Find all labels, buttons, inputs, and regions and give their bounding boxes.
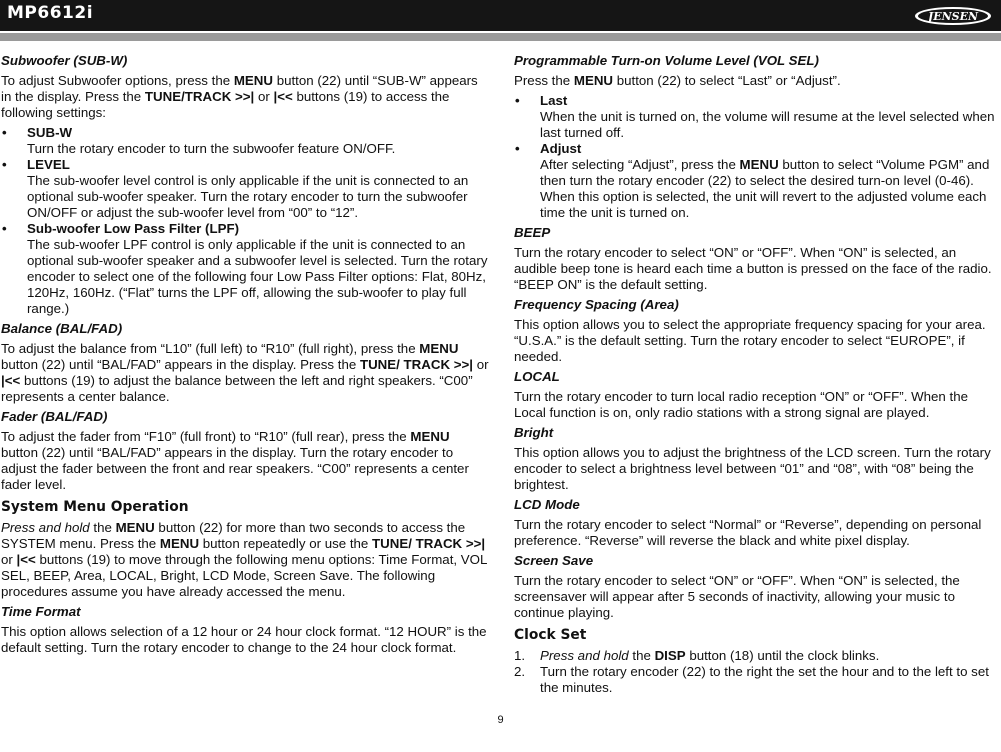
list-item: • Last When the unit is turned on, the volume will resume at the level selected when last turned off.: [515, 93, 995, 140]
area-heading: Frequency Spacing (Area): [514, 297, 679, 312]
list-item: 2. Turn the rotary encoder (22) to the right the set the hour and to the left to set the minutes.: [514, 664, 989, 695]
header-rule: [0, 33, 1001, 41]
fader-text: To adjust the fader from “F10” (full front) to “R10” (full rear), press the MENU button (22) until “BAL/FAD” appears in the display. Turn the rotary encoder to adjust the fader between the front and rear speakers. “C00” represents a center fader level.: [1, 429, 469, 492]
lcd-mode-text: Turn the rotary encoder to select “Normal” or “Reverse”, depending on personal preference. “Reverse” will reverse the black and white pixel display.: [514, 517, 982, 548]
local-heading: LOCAL: [514, 369, 560, 384]
model-name: MP6612i: [7, 3, 94, 23]
screen-save-text: Turn the rotary encoder to select “ON” or “OFF”. When “ON” is selected, the screensaver will appear after 5 seconds of inactivity, allowing your music to continue playing.: [514, 573, 960, 620]
time-format-text: This option allows selection of a 12 hour or 24 hour clock format. “12 HOUR” is the default setting. Turn the rotary encoder to change to the 24 hour clock format.: [1, 624, 487, 655]
list-item: • SUB-W Turn the rotary encoder to turn the subwoofer feature ON/OFF.: [2, 125, 396, 156]
list-item: • Adjust After selecting “Adjust”, press the MENU button to select “Volume PGM” and then turn the rotary encoder (22) to select the desired turn-on level (0-46). When this option is selected, the unit will revert to the adjusted volume each time the unit is turned on.: [515, 141, 990, 220]
bright-heading: Bright: [514, 425, 554, 440]
header-bar: [0, 0, 1001, 31]
right-column: [514, 53, 998, 696]
fader-heading: Fader (BAL/FAD): [1, 409, 108, 424]
list-item: 1. Press and hold the DISP button (18) until the clock blinks.: [514, 648, 880, 663]
brand-text: JENSEN: [927, 10, 979, 23]
list-item: • LEVEL The sub-woofer level control is only applicable if the unit is connected to an optional sub-woofer speaker. Turn the rotary encoder to turn the subwoofer ON/OFF or adjust the sub-woofer level from “00” to “12”.: [2, 157, 469, 220]
lcd-mode-heading: LCD Mode: [514, 497, 580, 512]
subwoofer-heading: Subwoofer (SUB-W): [1, 53, 128, 68]
subwoofer-intro: To adjust Subwoofer options, press the MENU button (22) until “SUB-W” appears in the display. Press the TUNE/TRACK >>| or |<< buttons (19) to access the following settings:: [1, 73, 478, 120]
bright-text: This option allows you to adjust the brightness of the LCD screen. Turn the rotary encoder to select a brightness level between “01” and “08”, with “08” being the brightest.: [514, 445, 991, 492]
balance-text: To adjust the balance from “L10” (full left) to “R10” (full right), press the MENU button (22) until “BAL/FAD” appears in the display. Press the TUNE/ TRACK >>| or |<< buttons (19) to adjust the balance between the left and right speakers. “C00” represents a center balance.: [1, 341, 489, 404]
screen-save-heading: Screen Save: [514, 553, 594, 568]
left-column: [1, 53, 489, 660]
beep-heading: BEEP: [514, 225, 551, 240]
area-text: This option allows you to select the appropriate frequency spacing for your area. “U.S.A.” is the default setting. Turn the rotary encoder to select “EUROPE”, if needed.: [514, 317, 986, 364]
page-number: 9: [497, 714, 504, 726]
vol-sel-heading: Programmable Turn-on Volume Level (VOL SEL): [514, 53, 819, 68]
system-menu-text: Press and hold the MENU button (22) for more than two seconds to access the SYSTEM menu. Press the MENU button repeatedly or use the TUNE/ TRACK >>| or |<< buttons (19) to move through the following menu options: Time Format, VOL SEL, BEEP, Area, LOCAL, Bright, LCD Mode, Screen Save. The following procedures assume you have already accessed the menu.: [1, 520, 487, 599]
balance-heading: Balance (BAL/FAD): [1, 321, 123, 336]
list-item: • Sub-woofer Low Pass Filter (LPF) The sub-woofer LPF control is only applicable if the unit is connected to an optional sub-woofer speaker and a subwoofer level is selected. Turn the rotary encoder to select one of the following four Low Pass Filter options: Flat, 80Hz, 120Hz, 160Hz. (“Flat” turns the LPF off, allowing the sub-woofer to play full range.): [2, 221, 488, 316]
beep-text: Turn the rotary encoder to select “ON” or “OFF”. When “ON” is selected, an audible beep tone is heard each time a button is pressed on the face of the radio. “BEEP ON” is the default setting.: [514, 245, 992, 292]
time-format-heading: Time Format: [1, 604, 81, 619]
clock-set-heading: Clock Set: [514, 627, 587, 643]
local-text: Turn the rotary encoder to turn local radio reception “ON” or “OFF”. When the Local function is on, only radio stations with a strong signal are played.: [514, 389, 968, 420]
jensen-logo: [914, 6, 992, 26]
system-menu-heading: System Menu Operation: [1, 499, 189, 515]
vol-sel-text: Press the MENU button (22) to select “Last” or “Adjust”.: [514, 73, 841, 88]
